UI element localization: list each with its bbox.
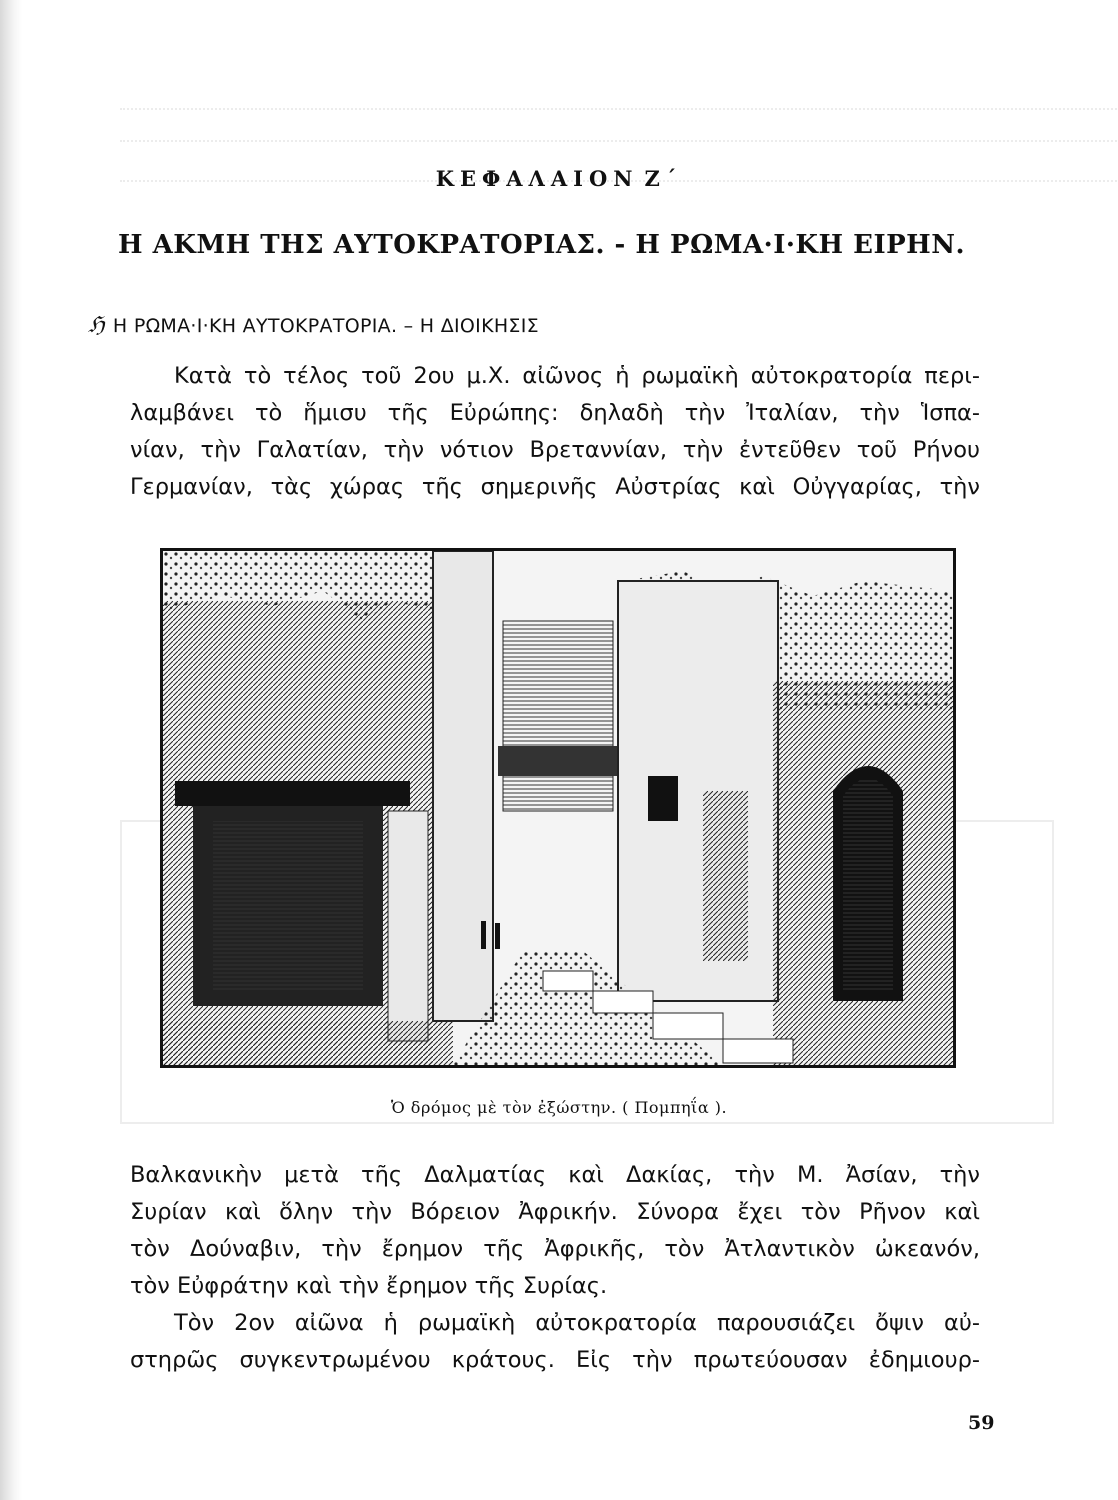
handwritten-mark: ℌ bbox=[88, 313, 105, 338]
figure-caption: Ὁ δρόμος μὲ τὸν ἐξώστην. ( Πομπηΐα ). bbox=[390, 1098, 728, 1117]
section-heading-text: Η ΡΩΜΑ·Ι·ΚΗ ΑΥΤΟΚΡΑΤΟΡΙΑ. – Η ΔΙΟΙΚΗΣΙΣ bbox=[112, 315, 539, 337]
engraving-figure bbox=[160, 548, 956, 1068]
chapter-label: ΚΕΦΑΛΑΙΟΝ bbox=[435, 166, 639, 191]
text-line: Βαλκανικὴν μετὰ τῆς Δαλματίας καὶ Δακίας, τὴν Μ. Ἀσίαν, τὴν bbox=[130, 1162, 980, 1188]
text-line: νίαν, τὴν Γαλατίαν, τὴν νότιον Βρεταννίαν, τὴν ἐντεῦθεν τοῦ Ρήνου bbox=[130, 437, 980, 463]
paragraph-2 bbox=[130, 1157, 980, 1305]
text-line: τὸν Δούναβιν, τὴν ἔρημον τῆς Ἀφρικῆς, τὸν Ἀτλαντικὸν ὠκεανόν, bbox=[130, 1236, 980, 1262]
street-engraving bbox=[163, 551, 953, 1065]
text-line: Τὸν 2ον αἰῶνα ἡ ρωμαϊκὴ αὐτοκρατορία παρουσιάζει ὄψιν αὐ- bbox=[174, 1310, 980, 1336]
text-line: λαμβάνει τὸ ἥμισυ τῆς Εὐρώπης: δηλαδὴ τὴν Ἰταλίαν, τὴν Ἱσπα- bbox=[130, 400, 980, 426]
bleed-through-line bbox=[120, 140, 1118, 150]
section-heading bbox=[88, 313, 539, 338]
page-edge-shadow bbox=[0, 0, 22, 1500]
chapter-number: Ζ΄ bbox=[644, 166, 683, 191]
paragraph-3 bbox=[130, 1305, 980, 1379]
text-line: τὸν Εὐφράτην καὶ τὴν ἔρημον τῆς Συρίας. bbox=[130, 1273, 608, 1299]
text-line: στηρῶς συγκεντρωμένου κράτους. Εἰς τὴν πρωτεύουσαν ἐδημιουρ- bbox=[130, 1347, 980, 1373]
paragraph-1 bbox=[130, 358, 980, 506]
page-number: 59 bbox=[968, 1412, 995, 1434]
bleed-through-line bbox=[120, 108, 1118, 118]
chapter-heading bbox=[0, 166, 1118, 191]
page-title: Η ΑΚΜΗ ΤΗΣ ΑΥΤΟΚΡΑΤΟΡΙΑΣ. - Η ΡΩΜΑ·Ι·ΚΗ ΕΙΡΗΝ. bbox=[118, 230, 966, 260]
text-line: Γερμανίαν, τὰς χώρας τῆς σημερινῆς Αὐστρίας καὶ Οὐγγαρίας, τὴν bbox=[130, 474, 980, 500]
text-line: Κατὰ τὸ τέλος τοῦ 2ου μ.Χ. αἰῶνος ἡ ρωμαϊκὴ αὐτοκρατορία περι- bbox=[174, 363, 980, 389]
text-line: Συρίαν καὶ ὅλην τὴν Βόρειον Ἀφρικήν. Σύνορα ἔχει τὸν Ρῆνον καὶ bbox=[130, 1199, 980, 1225]
